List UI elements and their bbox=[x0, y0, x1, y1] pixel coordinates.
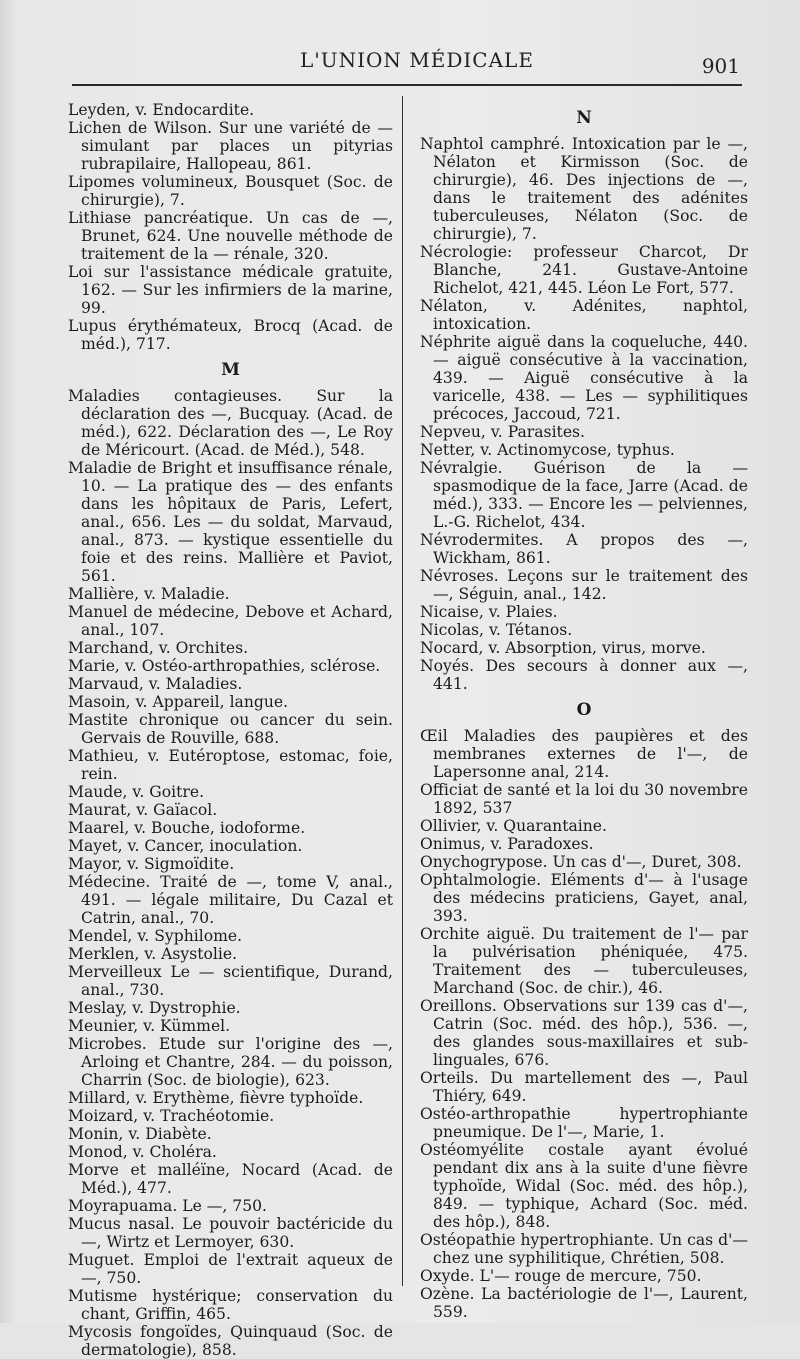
index-entry: Orteils. Du martellement des —, Paul Thiéry, 649. bbox=[420, 1069, 748, 1105]
index-entry: Millard, v. Erythème, fièvre typhoïde. bbox=[68, 1089, 364, 1107]
index-entry: Ollivier, v. Quarantaine. bbox=[420, 817, 607, 835]
index-entry: Mutisme hystérique; conservation du chant, Griffin, 465. bbox=[68, 1287, 393, 1323]
index-entry: Ostéo-arthropathie hypertrophiante pneumique. De l'—, Marie, 1. bbox=[420, 1105, 748, 1141]
index-entry: Nocard, v. Absorption, virus, morve. bbox=[420, 639, 706, 657]
index-entry: Oxyde. L'— rouge de mercure, 750. bbox=[420, 1267, 702, 1285]
index-entry: Névroses. Leçons sur le traitement des —, Séguin, anal., 142. bbox=[420, 567, 748, 603]
index-entry: Mucus nasal. Le pouvoir bactéricide du —, Wirtz et Lermoyer, 630. bbox=[68, 1215, 393, 1251]
index-entry: Moizard, v. Trachéotomie. bbox=[68, 1107, 275, 1125]
index-entry: Onychogrypose. Un cas d'—, Duret, 308. bbox=[420, 853, 742, 871]
index-entry: Mallière, v. Maladie. bbox=[68, 585, 230, 603]
index-entry: Médecine. Traité de —, tome V, anal., 491. — légale militaire, Du Cazal et Catrin, anal., 70. bbox=[68, 873, 393, 927]
header-rule bbox=[72, 84, 742, 86]
index-entry: Monin, v. Diabète. bbox=[68, 1125, 212, 1143]
index-entry: Nécrologie: professeur Charcot, Dr Blanche, 241. Gustave-Antoine Richelot, 421, 445. Léon Le Fort, 577. bbox=[420, 243, 748, 297]
index-entry: Ophtalmologie. Eléments d'— à l'usage des médecins praticiens, Gayet, anal, 393. bbox=[420, 871, 748, 925]
index-entry: Mendel, v. Syphilome. bbox=[68, 927, 243, 945]
index-entry: Nélaton, v. Adénites, naphtol, intoxication. bbox=[420, 297, 748, 333]
index-entry: Moyrapuama. Le —, 750. bbox=[68, 1197, 268, 1215]
index-entry: Leyden, v. Endocardite. bbox=[68, 101, 255, 119]
column-divider bbox=[402, 96, 403, 1286]
right-column bbox=[420, 101, 748, 1321]
running-title: L'UNION MÉDICALE bbox=[300, 48, 534, 72]
index-entry: Névrodermites. A propos des —, Wickham, 861. bbox=[420, 531, 748, 567]
index-entry: Maladies contagieuses. Sur la déclaration des —, Bucquay. (Acad. de méd.), 622. Déclaration des —, Le Roy de Méricourt. (Acad. de Méd.), 548. bbox=[68, 387, 393, 459]
index-entry: Mastite chronique ou cancer du sein. Gervais de Rouville, 688. bbox=[68, 711, 393, 747]
section-letter: M bbox=[221, 360, 240, 380]
index-entry: Marchand, v. Orchites. bbox=[68, 639, 249, 657]
index-entry: Maurat, v. Gaïacol. bbox=[68, 801, 218, 819]
index-entry: Ostéomyélite costale ayant évolué pendant dix ans à la suite d'une fièvre typhoïde, Widal (Soc. méd. des hôp.), 849. — typhique, Achard (Soc. méd. des hôp.), 848. bbox=[420, 1141, 748, 1231]
index-entry: Microbes. Etude sur l'origine des —, Arloing et Chantre, 284. — du poisson, Charrin (Soc. de biologie), 623. bbox=[68, 1035, 393, 1089]
page-number: 901 bbox=[701, 54, 740, 78]
index-entry: Monod, v. Choléra. bbox=[68, 1143, 217, 1161]
left-column bbox=[68, 101, 393, 1359]
index-entry: Oreillons. Observations sur 139 cas d'—, Catrin (Soc. méd. des hôp.), 536. —, des glandes sous-maxillaires et sub-linguales, 676. bbox=[420, 997, 748, 1069]
index-entry: Mathieu, v. Eutéroptose, estomac, foie, rein. bbox=[68, 747, 393, 783]
index-entry: Ostéopathie hypertrophiante. Un cas d'— chez une syphilitique, Chrétien, 508. bbox=[420, 1231, 748, 1267]
index-entry: Noyés. Des secours à donner aux —, 441. bbox=[420, 657, 748, 693]
index-entry: Onimus, v. Paradoxes. bbox=[420, 835, 594, 853]
index-entry: Meunier, v. Kümmel. bbox=[68, 1017, 231, 1035]
index-entry: Lipomes volumineux, Bousquet (Soc. de chirurgie), 7. bbox=[68, 173, 393, 209]
index-entry: Maarel, v. Bouche, iodoforme. bbox=[68, 819, 306, 837]
section-letter: N bbox=[576, 108, 592, 128]
index-entry: Lithiase pancréatique. Un cas de —, Brunet, 624. Une nouvelle méthode de traitement de la — rénale, 320. bbox=[68, 209, 393, 263]
index-entry: Marvaud, v. Maladies. bbox=[68, 675, 243, 693]
index-entry: Naphtol camphré. Intoxication par le —, Nélaton et Kirmisson (Soc. de chirurgie), 46. Des injections de —, dans le traitement des adénites tuberculeuses, Nélaton (Soc. de chirurgie), 7. bbox=[420, 135, 748, 243]
index-entry: Ozène. La bactériologie de l'—, Laurent, 559. bbox=[420, 1285, 748, 1321]
index-entry: Marie, v. Ostéo-arthropathies, sclérose. bbox=[68, 657, 381, 675]
index-entry: Maude, v. Goitre. bbox=[68, 783, 205, 801]
page-header bbox=[0, 0, 800, 90]
index-entry: Masoin, v. Appareil, langue. bbox=[68, 693, 289, 711]
index-entry: Mycosis fongoïdes, Quinquaud (Soc. de dermatologie), 858. bbox=[68, 1323, 393, 1359]
index-entry: Mayet, v. Cancer, inoculation. bbox=[68, 837, 303, 855]
index-entry: Lichen de Wilson. Sur une variété de — simulant par places un pityrias rubrapilaire, Hallopeau, 861. bbox=[68, 119, 393, 173]
section-letter: O bbox=[576, 700, 592, 720]
index-entry: Lupus érythémateux, Brocq (Acad. de méd.), 717. bbox=[68, 317, 393, 353]
index-entry: Maladie de Bright et insuffisance rénale, 10. — La pratique des — des enfants dans les hôpitaux de Paris, Lefert, anal., 656. Les — du soldat, Marvaud, anal., 873. — kystique essentielle du foie et des reins. Mallière et Paviot, 561. bbox=[68, 459, 393, 585]
index-entry: Œil Maladies des paupières et des membranes externes de l'—, de Lapersonne anal, 214. bbox=[420, 727, 748, 781]
index-entry: Orchite aiguë. Du traitement de l'— par la pulvérisation phéniquée, 475. Traitement des — tuberculeuses, Marchand (Soc. de chir.), 46. bbox=[420, 925, 748, 997]
index-entry: Nicolas, v. Tétanos. bbox=[420, 621, 573, 639]
index-entry: Netter, v. Actinomycose, typhus. bbox=[420, 441, 675, 459]
index-entry: Loi sur l'assistance médicale gratuite, 162. — Sur les infirmiers de la marine, 99. bbox=[68, 263, 393, 317]
index-entry: Officiat de santé et la loi du 30 novembre 1892, 537 bbox=[420, 781, 748, 817]
index-entry: Merveilleux Le — scientifique, Durand, anal., 730. bbox=[68, 963, 393, 999]
index-entry: Néphrite aiguë dans la coqueluche, 440. — aiguë consécutive à la vaccination, 439. — Aiguë consécutive à la varicelle, 438. — Les — syphilitiques précoces, Jaccoud, 721. bbox=[420, 333, 748, 423]
index-entry: Mayor, v. Sigmoïdite. bbox=[68, 855, 235, 873]
index-entry: Nepveu, v. Parasites. bbox=[420, 423, 586, 441]
index-entry: Morve et malléïne, Nocard (Acad. de Méd.), 477. bbox=[68, 1161, 393, 1197]
index-entry: Manuel de médecine, Debove et Achard, anal., 107. bbox=[68, 603, 393, 639]
index-entry: Névralgie. Guérison de la — spasmodique de la face, Jarre (Acad. de méd.), 333. — Encore les — pelviennes, L.-G. Richelot, 434. bbox=[420, 459, 748, 531]
index-entry: Merklen, v. Asystolie. bbox=[68, 945, 238, 963]
index-entry: Nicaise, v. Plaies. bbox=[420, 603, 558, 621]
index-entry: Muguet. Emploi de l'extrait aqueux de —, 750. bbox=[68, 1251, 393, 1287]
index-entry: Meslay, v. Dystrophie. bbox=[68, 999, 241, 1017]
